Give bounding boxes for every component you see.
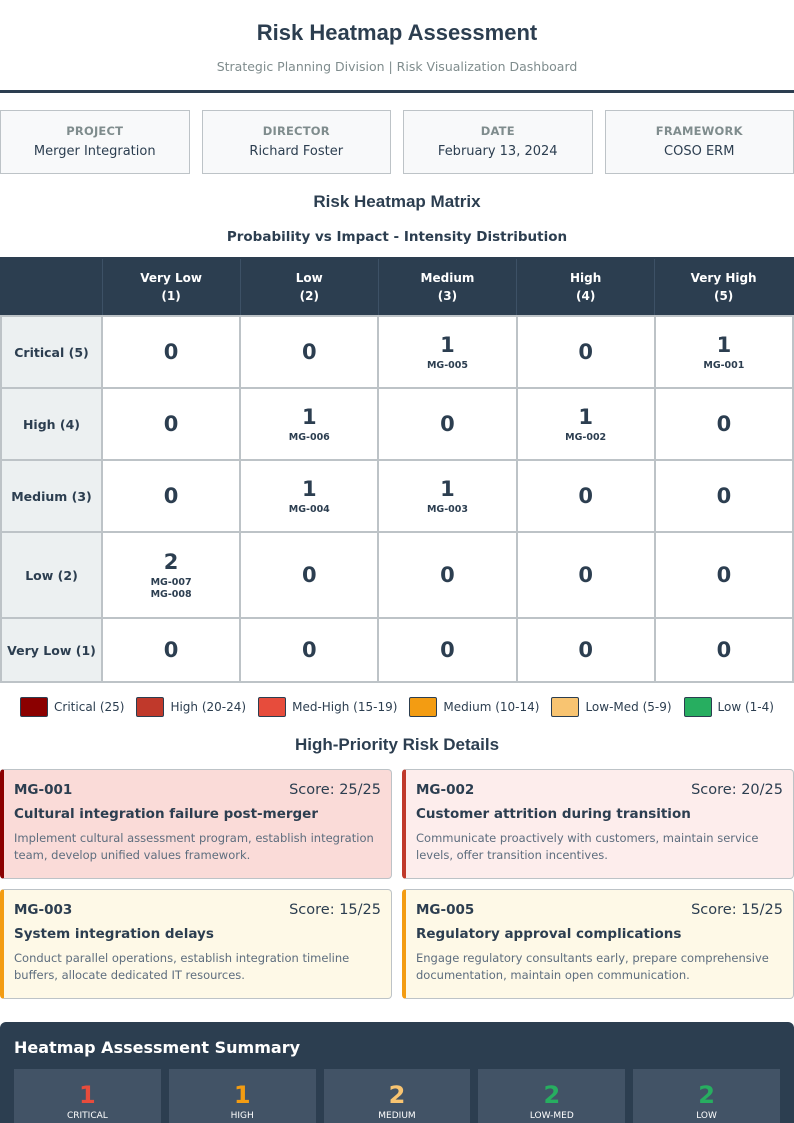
heatmap-cell[interactable] <box>655 388 793 460</box>
cell-count: 0 <box>163 412 179 436</box>
cell-count: 1 <box>440 332 455 357</box>
cell-count: 1 <box>716 332 732 357</box>
legend-label: Low (1-4) <box>717 700 774 714</box>
heatmap-cell[interactable] <box>378 532 516 618</box>
cell-count: 0 <box>301 340 317 364</box>
stat-value: 1 <box>233 1081 251 1109</box>
cell-risk-ids <box>241 504 377 516</box>
cell-count: 0 <box>440 412 455 436</box>
legend-item <box>409 697 539 717</box>
cell-count: 0 <box>163 638 179 662</box>
cell-count: 0 <box>301 563 317 587</box>
risk-title: Customer attrition during transition <box>416 806 691 822</box>
cell-count: 0 <box>716 563 732 587</box>
column-header: High (4) <box>517 258 655 316</box>
legend-label: Low-Med (5-9) <box>585 700 672 714</box>
heatmap-cell[interactable] <box>655 316 793 388</box>
risk-id: MG-005 <box>426 359 468 371</box>
info-value: Merger Integration <box>33 144 156 159</box>
legend-label: Med-High (15-19) <box>292 700 398 714</box>
risk-id: MG-003 <box>426 503 468 515</box>
info-card-framework <box>605 110 794 174</box>
row-label: Medium (3) <box>1 460 102 532</box>
cell-count: 0 <box>301 638 317 662</box>
heatmap-cell[interactable] <box>378 460 516 532</box>
risk-card <box>402 889 794 999</box>
risk-id: MG-004 <box>288 503 330 515</box>
heatmap-cell[interactable] <box>240 532 378 618</box>
risk-id: MG-008 <box>150 588 192 600</box>
info-value: COSO ERM <box>664 144 735 159</box>
stat-label: CRITICAL <box>66 1111 108 1121</box>
risk-id: MG-003 <box>14 902 73 918</box>
legend-swatch-icon <box>409 697 437 717</box>
cell-count: 0 <box>716 638 732 662</box>
info-card-date <box>403 110 593 174</box>
legend-item <box>136 697 246 717</box>
risk-card-header <box>14 782 381 798</box>
heatmap-cell[interactable] <box>517 460 655 532</box>
heatmap-row <box>1 618 793 682</box>
legend-label: High (20-24) <box>170 700 247 714</box>
legend-swatch-icon <box>136 697 164 717</box>
heatmap-cell[interactable] <box>240 316 378 388</box>
matrix-title: Risk Heatmap Matrix <box>313 192 481 211</box>
cell-count: 0 <box>440 563 455 587</box>
risk-card <box>0 769 392 879</box>
risk-cards <box>0 769 794 999</box>
legend-swatch-icon <box>20 697 48 717</box>
heatmap-cell[interactable] <box>240 618 378 682</box>
info-row <box>0 110 794 174</box>
risk-id: MG-002 <box>416 782 475 798</box>
stat-label: LOW <box>696 1111 717 1121</box>
column-header: Very Low (1) <box>102 258 240 316</box>
column-header: Low (2) <box>240 258 378 316</box>
legend <box>0 697 794 717</box>
risk-mitigation: Communicate proactively with customers, maintain service levels, offer transition incentives. <box>416 831 759 862</box>
heatmap-row <box>1 460 793 532</box>
info-label: DATE <box>480 124 515 138</box>
risk-id: MG-002 <box>565 431 607 443</box>
row-label: High (4) <box>1 388 102 460</box>
heatmap-cell[interactable] <box>378 388 516 460</box>
cell-count: 0 <box>163 484 179 508</box>
legend-swatch-icon <box>551 697 579 717</box>
cell-risk-ids <box>518 432 654 444</box>
heatmap-cell[interactable] <box>655 618 793 682</box>
legend-label: Medium (10-14) <box>443 700 540 714</box>
row-label: Very Low (1) <box>1 618 102 682</box>
stat-value: 2 <box>543 1081 561 1109</box>
risk-score: Score: 15/25 <box>289 902 381 918</box>
cell-risk-ids <box>379 504 515 516</box>
stat-label: HIGH <box>230 1111 254 1121</box>
legend-swatch-icon <box>258 697 286 717</box>
cell-risk-ids <box>379 360 515 372</box>
summary-stat <box>14 1069 161 1123</box>
matrix-subtitle: Probability vs Impact - Intensity Distribution <box>226 229 568 245</box>
heatmap-cell[interactable] <box>517 316 655 388</box>
risk-id: MG-007 <box>150 576 192 588</box>
cell-count: 0 <box>716 412 732 436</box>
risk-id: MG-006 <box>288 431 330 443</box>
stat-label: MEDIUM <box>378 1111 416 1121</box>
heatmap-header-row <box>1 258 793 316</box>
risk-mitigation: Conduct parallel operations, establish integration timeline buffers, allocate dedicated IT resources. <box>14 951 350 982</box>
risk-id: MG-005 <box>416 902 475 918</box>
info-label: PROJECT <box>66 124 124 138</box>
heatmap-cell[interactable] <box>102 532 240 618</box>
summary-title: Heatmap Assessment Summary <box>14 1038 301 1057</box>
cell-count: 0 <box>578 340 593 364</box>
risk-card-header <box>14 902 381 918</box>
stat-label: LOW-MED <box>529 1111 574 1121</box>
heatmap-cell[interactable] <box>102 316 240 388</box>
details-title: High-Priority Risk Details <box>294 735 500 754</box>
heatmap-cell[interactable] <box>240 388 378 460</box>
legend-item <box>551 697 671 717</box>
page-header <box>0 0 794 93</box>
heatmap-cell[interactable] <box>378 316 516 388</box>
cell-count: 1 <box>301 476 317 501</box>
stat-value: 1 <box>79 1081 96 1109</box>
legend-item <box>258 697 397 717</box>
info-card-project <box>0 110 190 174</box>
column-header: Medium (3) <box>378 258 516 316</box>
risk-card-header <box>416 782 783 798</box>
risk-title: Cultural integration failure post-merger <box>14 806 319 822</box>
risk-title: Regulatory approval complications <box>416 926 682 942</box>
heatmap-cell[interactable] <box>102 618 240 682</box>
cell-count: 1 <box>301 404 317 429</box>
risk-score: Score: 20/25 <box>691 782 783 798</box>
heatmap-table <box>0 257 794 683</box>
risk-card <box>402 769 794 879</box>
page-subtitle: Strategic Planning Division | Risk Visualization Dashboard <box>216 59 578 74</box>
summary-stat <box>169 1069 316 1123</box>
page-title: Risk Heatmap Assessment <box>256 20 538 45</box>
cell-count: 0 <box>440 638 455 662</box>
heatmap-cell[interactable] <box>517 388 655 460</box>
cell-count: 0 <box>716 484 732 508</box>
cell-count: 0 <box>163 340 179 364</box>
summary-stat <box>478 1069 625 1123</box>
heatmap-cell[interactable] <box>240 460 378 532</box>
cell-count: 0 <box>578 563 593 587</box>
cell-count: 2 <box>163 549 179 574</box>
row-label: Critical (5) <box>1 316 102 388</box>
legend-item <box>684 697 774 717</box>
cell-count: 0 <box>578 638 593 662</box>
stat-value: 2 <box>698 1081 715 1109</box>
info-value: Richard Foster <box>249 144 344 159</box>
cell-risk-ids <box>241 432 377 444</box>
summary-panel <box>0 1022 794 1123</box>
cell-risk-ids <box>103 577 239 601</box>
heatmap-cell[interactable] <box>655 532 793 618</box>
heatmap-cell[interactable] <box>102 460 240 532</box>
heatmap-cell[interactable] <box>378 618 516 682</box>
risk-id: MG-001 <box>703 359 745 371</box>
row-label: Low (2) <box>1 532 102 618</box>
heatmap-row <box>1 388 793 460</box>
risk-card-header <box>416 902 783 918</box>
heatmap-row <box>1 316 793 388</box>
cell-count: 1 <box>440 476 455 501</box>
info-value: February 13, 2024 <box>437 144 558 159</box>
summary-stat <box>633 1069 780 1123</box>
column-header: Very High (5) <box>655 258 793 316</box>
summary-grid <box>14 1069 780 1123</box>
heatmap-row <box>1 532 793 618</box>
heatmap-cell[interactable] <box>655 460 793 532</box>
risk-card <box>0 889 392 999</box>
risk-score: Score: 25/25 <box>289 782 381 798</box>
risk-score: Score: 15/25 <box>691 902 783 918</box>
cell-risk-ids <box>656 360 792 372</box>
legend-swatch-icon <box>684 697 712 717</box>
cell-count: 0 <box>578 484 593 508</box>
cell-count: 1 <box>578 404 593 429</box>
stat-value: 2 <box>388 1081 406 1109</box>
risk-title: System integration delays <box>14 926 214 942</box>
summary-stat <box>324 1069 471 1123</box>
info-card-director <box>202 110 392 174</box>
heatmap-cell[interactable] <box>102 388 240 460</box>
heatmap-cell[interactable] <box>517 618 655 682</box>
legend-label: Critical (25) <box>54 700 125 714</box>
heatmap-cell[interactable] <box>517 532 655 618</box>
info-label: DIRECTOR <box>262 124 330 138</box>
legend-item <box>20 697 124 717</box>
risk-mitigation: Engage regulatory consultants early, prepare comprehensive documentation, maintain open communication. <box>416 951 769 982</box>
corner-cell <box>1 258 102 316</box>
risk-mitigation: Implement cultural assessment program, establish integration team, develop unified values framework. <box>14 831 374 862</box>
risk-id: MG-001 <box>14 782 73 798</box>
info-label: FRAMEWORK <box>655 124 743 138</box>
